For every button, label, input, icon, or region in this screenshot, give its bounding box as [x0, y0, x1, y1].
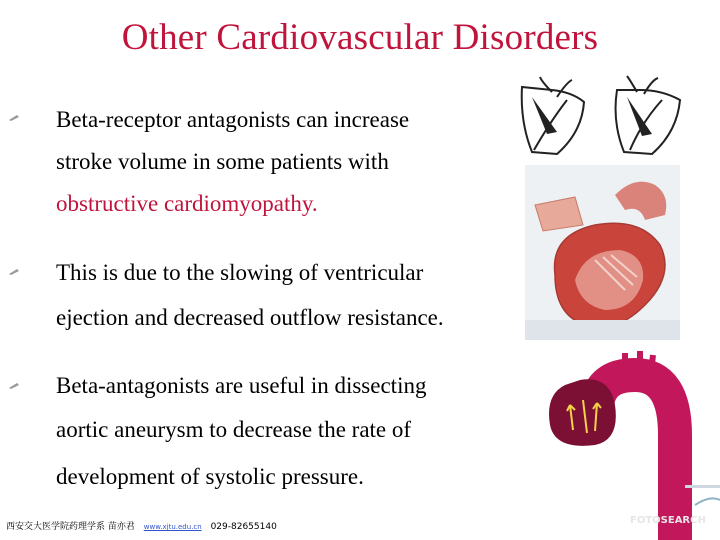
- bullet-1-line-2: stroke volume in some patients with: [56, 149, 389, 174]
- bullet-icon: [8, 114, 20, 122]
- bullet-2-line-2: ejection and decreased outflow resistance.: [56, 305, 444, 330]
- slide-footer: [6, 519, 277, 532]
- slide-title: Other Cardiovascular Disorders: [121, 17, 599, 58]
- bullet-icon: [8, 382, 20, 390]
- aortic-aneurysm-figure: [525, 345, 720, 540]
- bullet-3-line-2: aortic aneurysm to decrease the rate of: [56, 417, 412, 442]
- bullet-1-line-1: Beta-receptor antagonists can increase: [56, 107, 410, 132]
- heart-valve-sketch-figure: [512, 72, 692, 162]
- heart-cutaway-figure: [525, 165, 680, 340]
- footer-url-link[interactable]: www.xjtu.edu.cn: [143, 523, 202, 531]
- bullet-3-line-1: Beta-antagonists are useful in dissecting: [56, 373, 427, 398]
- footer-phone: 029-82655140: [210, 522, 277, 532]
- bullet-icon: [8, 268, 20, 276]
- bullet-2-line-1: This is due to the slowing of ventricular: [56, 260, 424, 285]
- watermark-logo: FOTOSEARCH: [630, 515, 706, 526]
- footer-institution: 西安交大医学院药理学系 苗亦君: [6, 522, 135, 532]
- bullet-3-line-3: development of systolic pressure.: [56, 464, 364, 489]
- bullet-1-line-3: obstructive cardiomyopathy.: [56, 191, 318, 216]
